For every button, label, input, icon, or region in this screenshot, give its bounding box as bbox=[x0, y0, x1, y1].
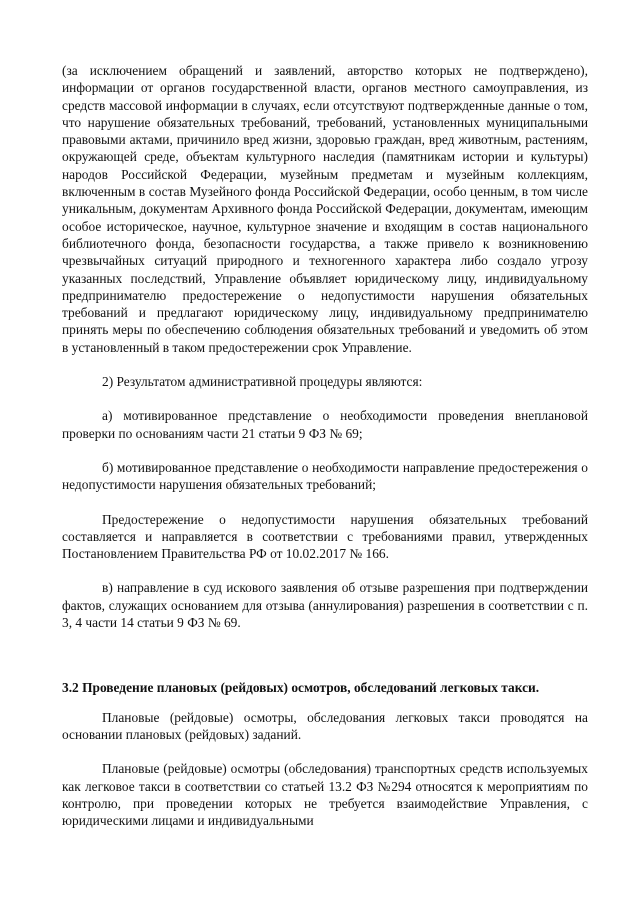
paragraph-continuation: (за исключением обращений и заявлений, авторство которых не подтверждено), информации от органов государственной власти, органов местного самоуправления, из средств массовой информации в случаях, если отсутствуют подтвержденные данные о том, что нарушение обязательных требований, требований, установленных муниципальными правовыми актами, причинило вред жизни, здоровью граждан, вред животным, растениям, окружающей среде, объектам культурного наследия (памятникам истории и культуры) народов Российской Федерации, музейным предметам и музейным коллекциям, включенным в состав Музейного фонда Российской Федерации, особо ценным, в том числе уникальным, документам Архивного фонда Российской Федерации, документам, имеющим особое историческое, научное, культурное значение и входящим в состав национального библиотечного фонда, безопасности государства, а также привело к возникновению чрезвычайных ситуаций природного и техногенного характера либо создало угрозу указанных последствий, Управление объявляет юридическому лицу, индивидуальному предпринимателю предостережение о недопустимости нарушения обязательных требований и предлагают юридическому лицу, индивидуальному предпринимателю принять меры по обеспечению соблюдения обязательных требований и уведомить об этом в установленный в таком предостережении срок Управление. bbox=[62, 63, 588, 355]
paragraph-item-a: а) мотивированное представление о необходимости проведения внеплановой проверки по основаниям части 21 статьи 9 ФЗ № 69; bbox=[62, 408, 588, 441]
section-paragraph-1: Плановые (рейдовые) осмотры, обследования легковых такси проводятся на основании плановых (рейдовых) заданий. bbox=[62, 709, 588, 742]
paragraph-warning: Предостережение о недопустимости нарушения обязательных требований составляется и направляется в соответствии с требованиями правил, утвержденных Постановлением Правительства РФ от 10.02.2017 № 166. bbox=[62, 511, 588, 562]
paragraph-item-v: в) направление в суд искового заявления об отзыве разрешения при подтверждении фактов, служащих основанием для отзыва (аннулирования) разрешения в соответствии с п. 3, 4 части 14 статьи 9 ФЗ № 69. bbox=[62, 580, 588, 631]
paragraph-item-b: б) мотивированное представление о необходимости направление предостережения о недопустимости нарушения обязательных требований; bbox=[62, 459, 588, 493]
section-heading: 3.2 Проведение плановых (рейдовых) осмотров, обследований легковых такси. bbox=[62, 680, 540, 696]
paragraph-result-intro: 2) Результатом административной процедуры являются: bbox=[102, 374, 423, 390]
section-paragraph-2: Плановые (рейдовые) осмотры (обследования) транспортных средств используемых как легковое такси в соответствии со статьей 13.2 ФЗ №294 относятся к мероприятиям по контролю, при проведении которых не требуется взаимодействие Управления, с юридическими лицами и индивидуальными bbox=[62, 761, 588, 829]
